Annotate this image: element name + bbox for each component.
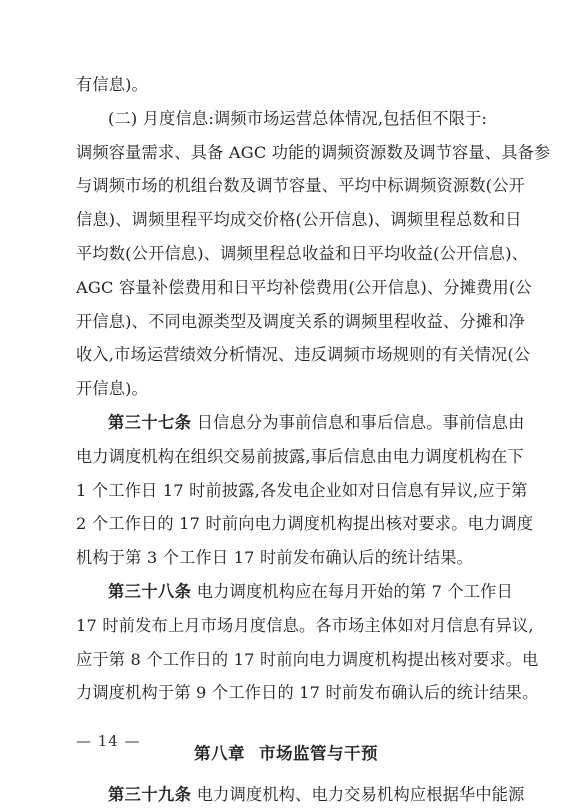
article-37-text: 日信息分为事前信息和事后信息。事前信息由 <box>196 412 525 432</box>
text-line: (二) 月度信息:调频市场运营总体情况,包括但不限于: <box>108 108 488 128</box>
article-38-text: 电力调度机构应在每月开始的第 7 个工作日 <box>196 581 513 601</box>
text-line: 开信息)。 <box>76 379 149 399</box>
article-39-text: 电力调度机构、电力交易机构应根据华中能源 <box>196 785 525 805</box>
article-39-first-line <box>76 778 525 812</box>
text-line: 开信息)、不同电源类型及调度关系的调频里程收益、分摊和净 <box>76 311 525 331</box>
text-line: 与调频市场的机组台数及调节容量、平均中标调频资源数(公开 <box>76 176 525 196</box>
chapter-number: 第八章 <box>194 744 245 764</box>
text-line: 有信息)。 <box>76 75 149 94</box>
text-line: 电力调度机构在组织交易前披露,事后信息由电力调度机构在下 <box>76 446 524 466</box>
text-line: AGC 容量补偿费用和日平均补偿费用(公开信息)、分摊费用(公 <box>76 277 532 297</box>
text-line: 17 时前发布上月市场月度信息。各市场主体如对月信息有异议, <box>76 615 534 635</box>
text-line: 信息)、调频里程平均成交价格(公开信息)、调频里程总数和日 <box>76 210 522 230</box>
document-body <box>76 68 551 812</box>
text-line: 2 个工作日的 17 时前向电力调度机构提出核对要求。电力调度 <box>76 514 534 534</box>
article-39-title: 第三十九条 <box>108 785 192 805</box>
text-line: 平均数(公开信息)、调频里程总收益和日平均收益(公开信息)、 <box>76 243 529 263</box>
article-38-first-line <box>76 575 513 609</box>
article-38-title: 第三十八条 <box>108 581 192 601</box>
article-37-first-line <box>76 406 525 440</box>
text-line: 力调度机构于第 9 个工作日的 17 时前发布确认后的统计结果。 <box>76 683 539 703</box>
text-line: 调频容量需求、具备 AGC 功能的调频资源数及调节容量、具备参 <box>76 142 551 162</box>
text-line: 应于第 8 个工作日的 17 时前向电力调度机构提出核对要求。电 <box>76 649 539 669</box>
chapter-title: 市场监管与干预 <box>259 744 378 764</box>
article-37-title: 第三十七条 <box>108 412 192 432</box>
text-line: 机构于第 3 个工作日 17 时前发布确认后的统计结果。 <box>76 548 474 568</box>
text-line: 收入,市场运营绩效分析情况、违反调频市场规则的有关情况(公 <box>76 345 531 365</box>
text-line: 1 个工作日 17 时前披露,各发电企业如对日信息有异议,应于第 <box>76 480 528 500</box>
page-number: — 14 — <box>76 732 141 750</box>
